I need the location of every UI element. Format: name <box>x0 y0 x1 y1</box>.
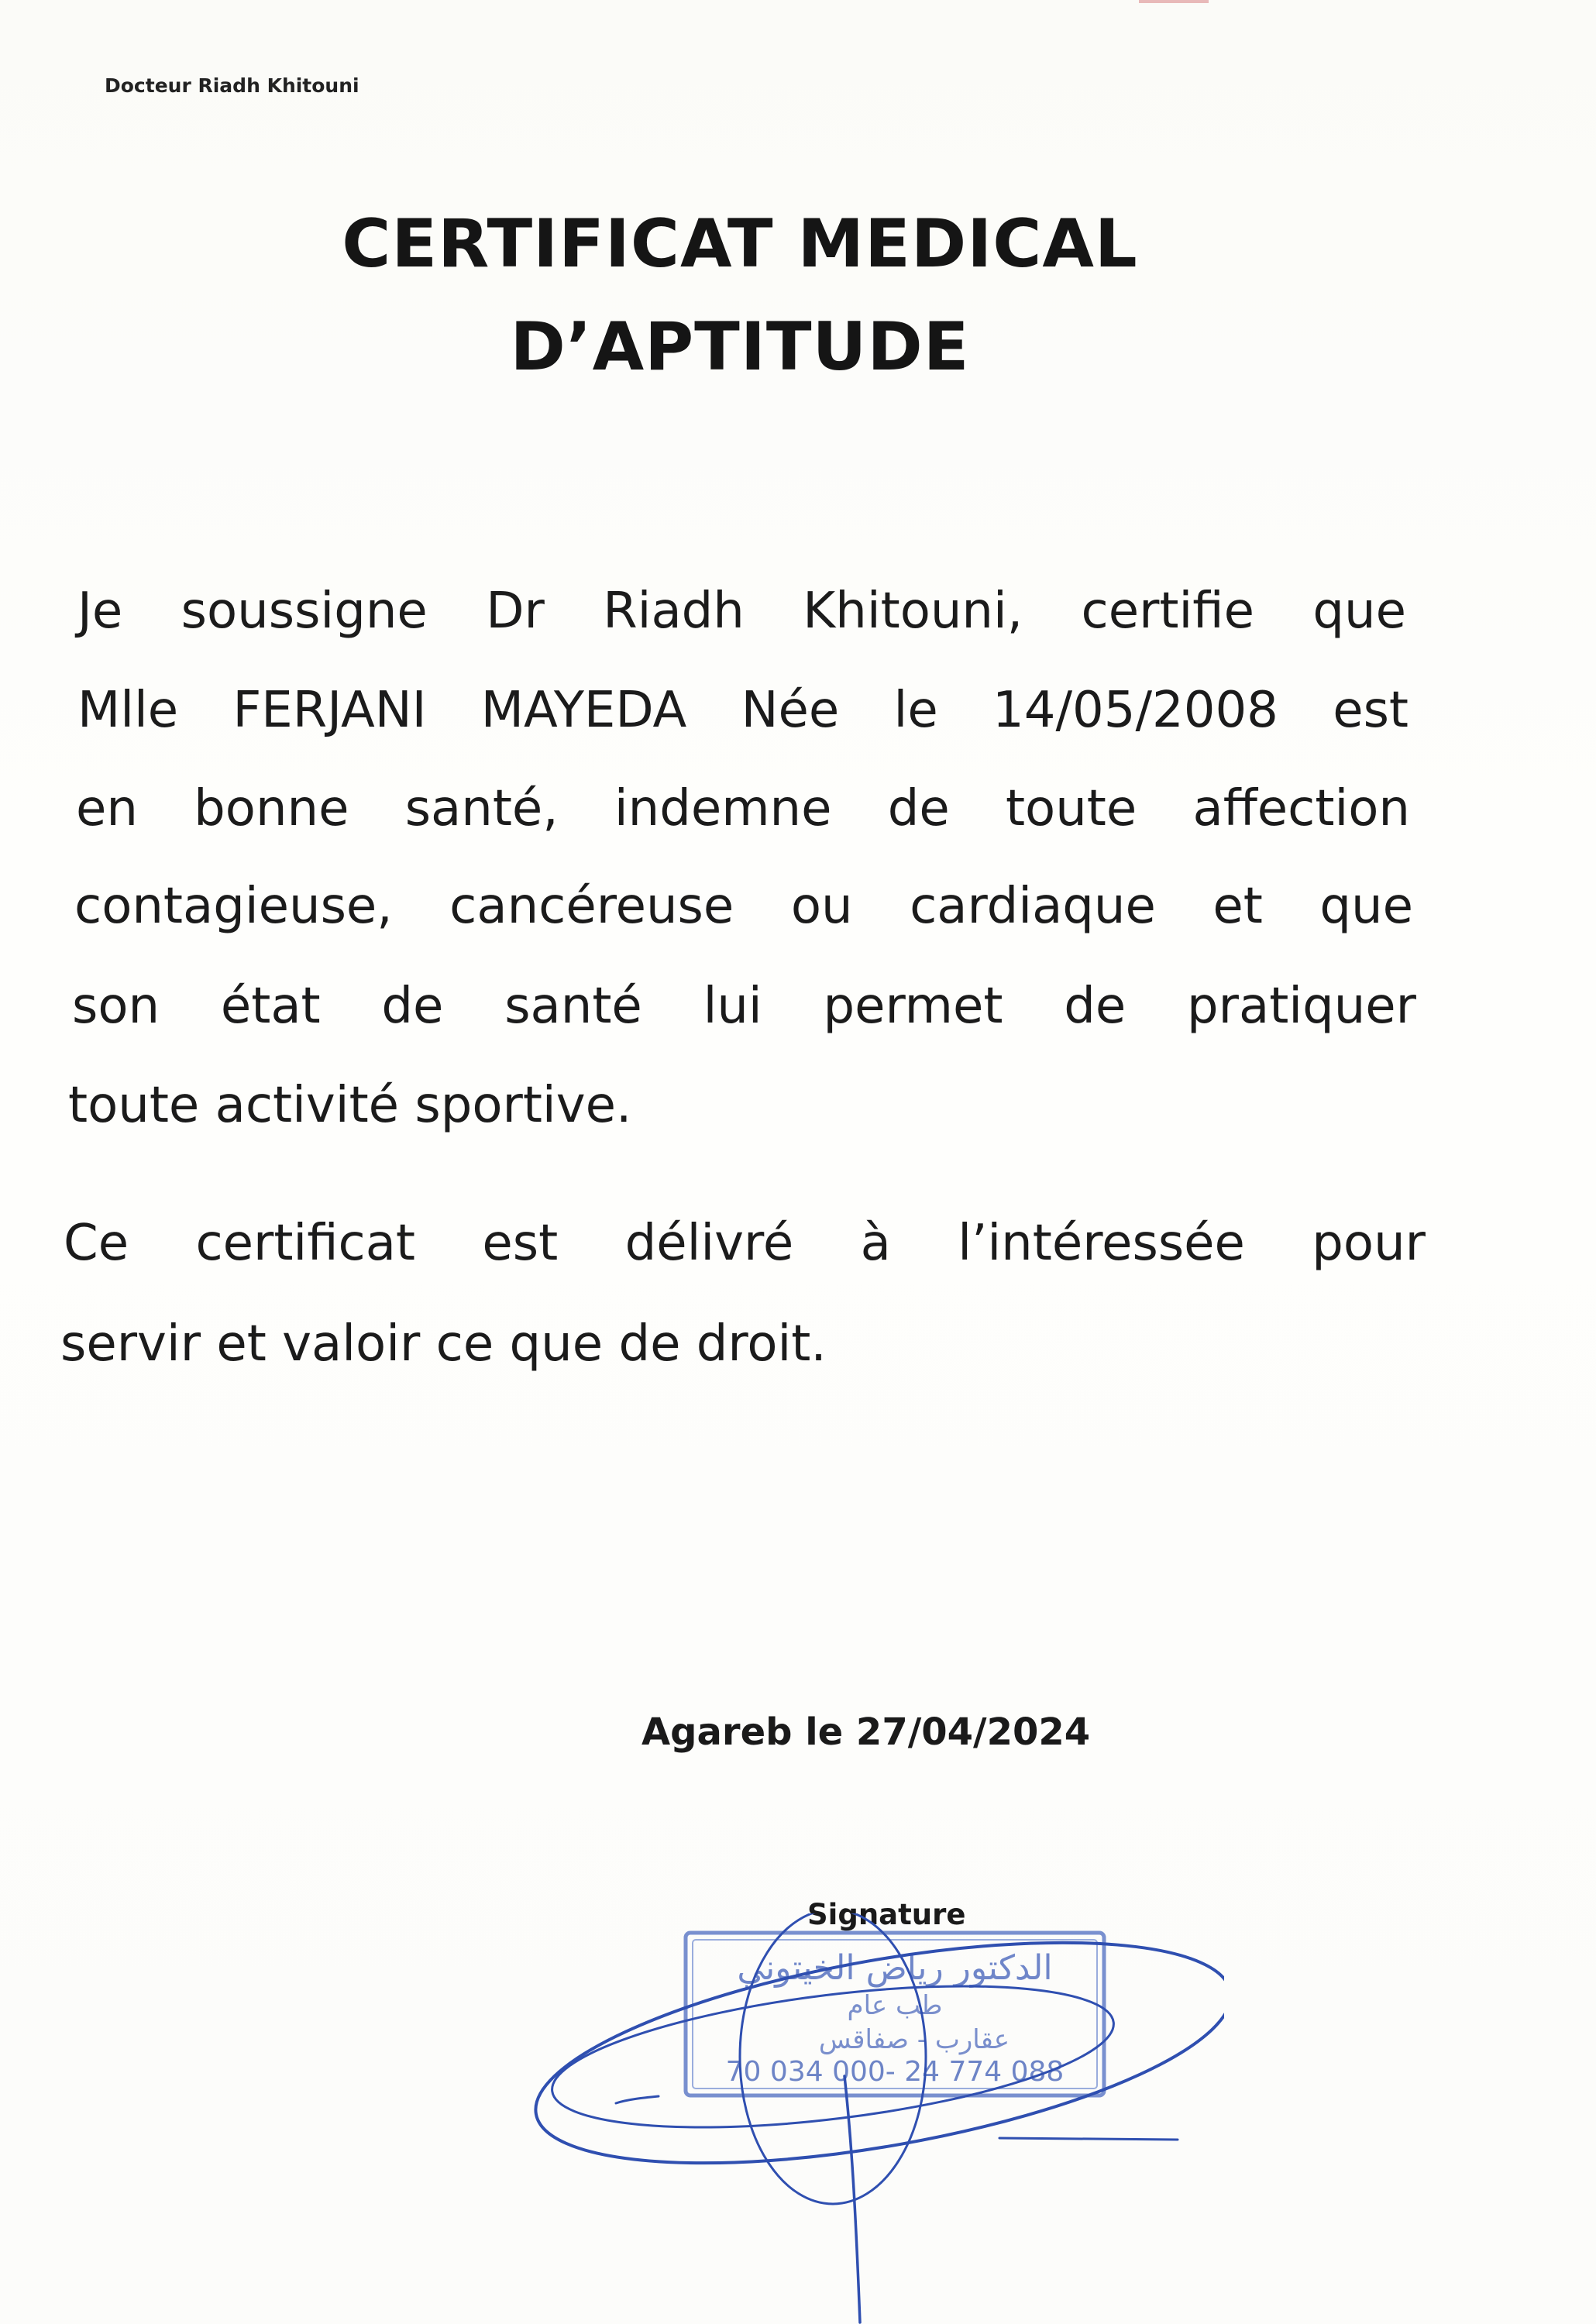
body-word: état <box>220 978 321 1035</box>
body-word: le <box>893 682 938 739</box>
body-word: et <box>1212 878 1263 935</box>
body-word: Dr <box>486 583 545 640</box>
body-line: toute activité sportive. <box>68 1077 632 1134</box>
body-word: certificat <box>195 1215 415 1272</box>
body-word: de <box>1064 978 1126 1035</box>
body-word: affection <box>1192 780 1410 837</box>
stamp-specialty: طب عام <box>847 1990 943 2021</box>
body-word: bonne <box>194 780 349 837</box>
body-word: son <box>72 978 160 1035</box>
certificate-title-line2: D’APTITUDE <box>510 308 970 386</box>
body-word: de <box>381 978 444 1035</box>
body-word: Née <box>741 682 840 739</box>
stamp-location: عقارب - صفاقس <box>818 2024 1010 2055</box>
body-word: santé, <box>404 780 559 837</box>
body-word: santé <box>504 978 642 1035</box>
signature-label: Signature <box>807 1898 966 1931</box>
body-word: Ce <box>64 1215 129 1272</box>
body-word: pratiquer <box>1187 978 1416 1035</box>
body-word: pour <box>1312 1215 1426 1272</box>
body-word: Mlle <box>77 682 179 739</box>
body-word: délivré <box>624 1215 794 1272</box>
body-word: cardiaque <box>910 878 1156 935</box>
place-and-date: Agareb le 27/04/2024 <box>641 1710 1091 1754</box>
body-word: toute <box>1005 780 1137 837</box>
body-word: Je <box>77 583 123 640</box>
doctor-letterhead: Docteur Riadh Khitouni <box>105 74 359 97</box>
doctor-stamp-and-signature <box>527 1913 1224 2324</box>
body-word: l’intéressée <box>958 1215 1245 1272</box>
body-word: indemne <box>614 780 832 837</box>
certificate-title-line1: CERTIFICAT MEDICAL <box>342 205 1138 283</box>
body-line: servir et valoir ce que de droit. <box>60 1315 827 1373</box>
body-word: que <box>1319 878 1413 935</box>
body-word: MAYEDA <box>480 682 687 739</box>
body-word: FERJANI <box>232 682 427 739</box>
body-word: 14/05/2008 <box>992 682 1278 739</box>
body-word: permet <box>823 978 1003 1035</box>
body-word: à <box>860 1215 891 1272</box>
body-word: ou <box>790 878 853 935</box>
body-word: que <box>1312 583 1406 640</box>
body-word: Khitouni, <box>803 583 1023 640</box>
body-word: Riadh <box>603 583 745 640</box>
body-word: cancéreuse <box>449 878 734 935</box>
stamp-name: الدكتور رياض الخيتوني <box>737 1948 1053 1988</box>
body-line <box>64 1215 1426 1272</box>
body-word: en <box>76 780 138 837</box>
stamp-signature-graphic <box>527 1913 1224 2324</box>
stamp-phones: 70 034 000- 24 774 088 <box>725 2056 1065 2088</box>
body-word: est <box>1333 682 1409 739</box>
body-word: contagieuse, <box>74 878 393 935</box>
body-word: soussigne <box>181 583 428 640</box>
body-word: lui <box>703 978 762 1035</box>
body-word: de <box>887 780 950 837</box>
body-word: certifie <box>1081 583 1254 640</box>
body-word: est <box>482 1215 559 1272</box>
